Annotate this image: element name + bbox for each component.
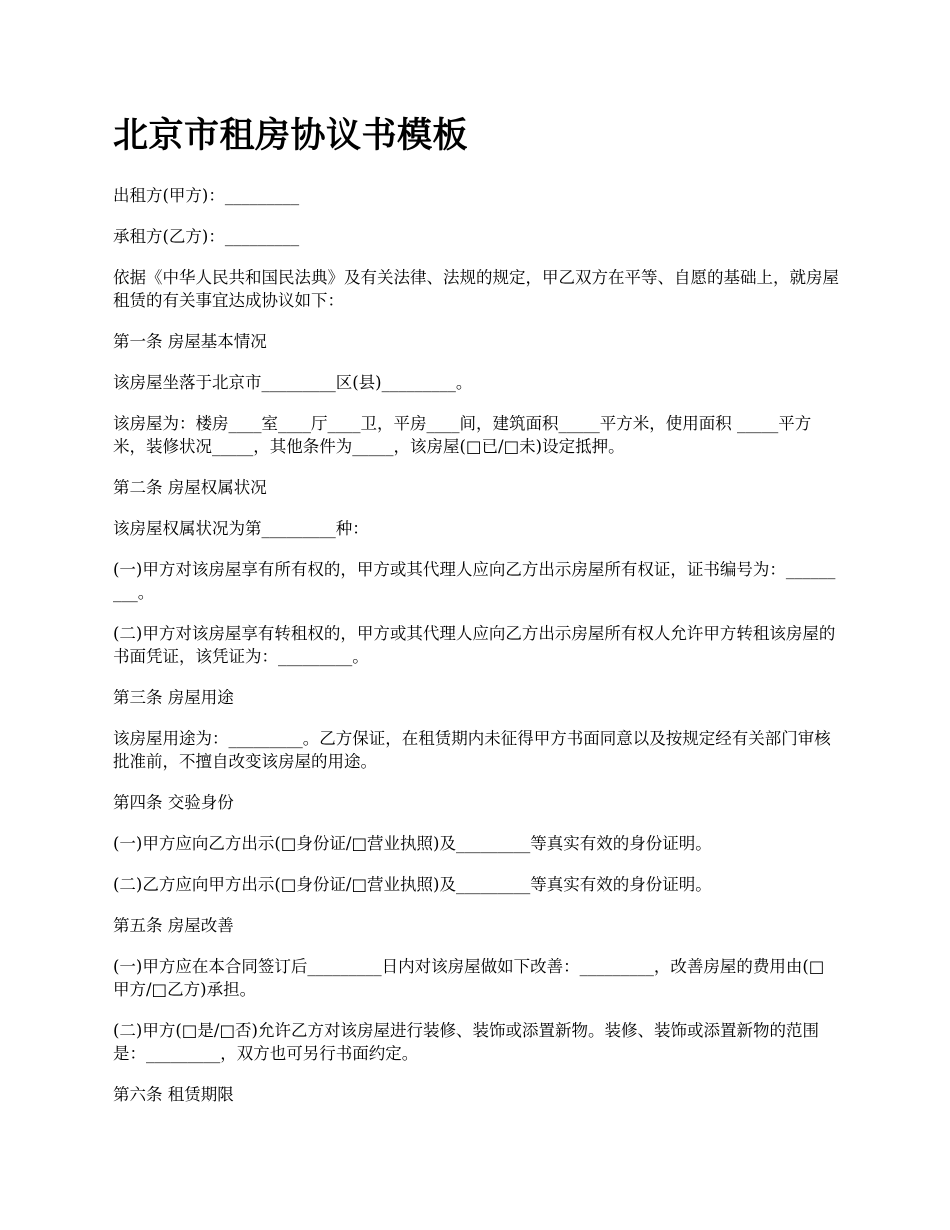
lessor-line: 出租方(甲方)：_________ <box>113 186 300 205</box>
improvement-clause-1: (一)甲方应在本合同签订后_________日内对该房屋做如下改善：_________，改善房屋的费用由(□甲方/□乙方)承担。 <box>113 957 825 999</box>
identity-clause-2: (二)乙方应向甲方出示(□身份证/□营业执照)及_________等真实有效的身份证明。 <box>113 875 712 894</box>
property-details-paragraph: 该房屋为：楼房____室____厅____卫，平房____间，建筑面积_____平方米，使用面积 _____平方米，装修状况_____，其他条件为_____，该房屋(□已/□未)设定抵押。 <box>113 414 812 456</box>
identity-clause-1: (一)甲方应向乙方出示(□身份证/□营业执照)及_________等真实有效的身份证明。 <box>113 834 712 853</box>
article-3-heading: 第三条 房屋用途 <box>113 688 234 707</box>
property-use-paragraph: 该房屋用途为：_________。乙方保证，在租赁期内未征得甲方书面同意以及按规定经有关部门审核批准前，不擅自改变该房屋的用途。 <box>113 729 831 771</box>
property-location-paragraph: 该房屋坐落于北京市_________区(县)_________。 <box>113 373 473 392</box>
article-5-heading: 第五条 房屋改善 <box>113 916 234 935</box>
article-2-heading: 第二条 房屋权属状况 <box>113 478 267 497</box>
article-1-heading: 第一条 房屋基本情况 <box>113 332 267 351</box>
article-6-heading: 第六条 租赁期限 <box>113 1085 234 1104</box>
ownership-type-paragraph: 该房屋权属状况为第_________种： <box>113 519 369 538</box>
ownership-clause-2: (二)甲方对该房屋享有转租权的，甲方或其代理人应向乙方出示房屋所有权人允许甲方转租该房屋的书面凭证，该凭证为：_________。 <box>113 624 836 666</box>
lessee-line: 承租方(乙方)：_________ <box>113 227 300 246</box>
article-4-heading: 第四条 交验身份 <box>113 793 234 812</box>
document-page <box>113 108 840 1124</box>
document-title: 北京市租房协议书模板 <box>113 116 469 156</box>
preamble-paragraph: 依据《中华人民共和国民法典》及有关法律、法规的规定，甲乙双方在平等、自愿的基础上，就房屋租赁的有关事宜达成协议如下： <box>113 268 839 310</box>
ownership-clause-1: (一)甲方对该房屋享有所有权的，甲方或其代理人应向乙方出示房屋所有权证，证书编号为：_________。 <box>113 560 836 602</box>
improvement-clause-2: (二)甲方(□是/□否)允许乙方对该房屋进行装修、装饰或添置新物。装修、装饰或添置新物的范围是：_________，双方也可另行书面约定。 <box>113 1021 819 1063</box>
